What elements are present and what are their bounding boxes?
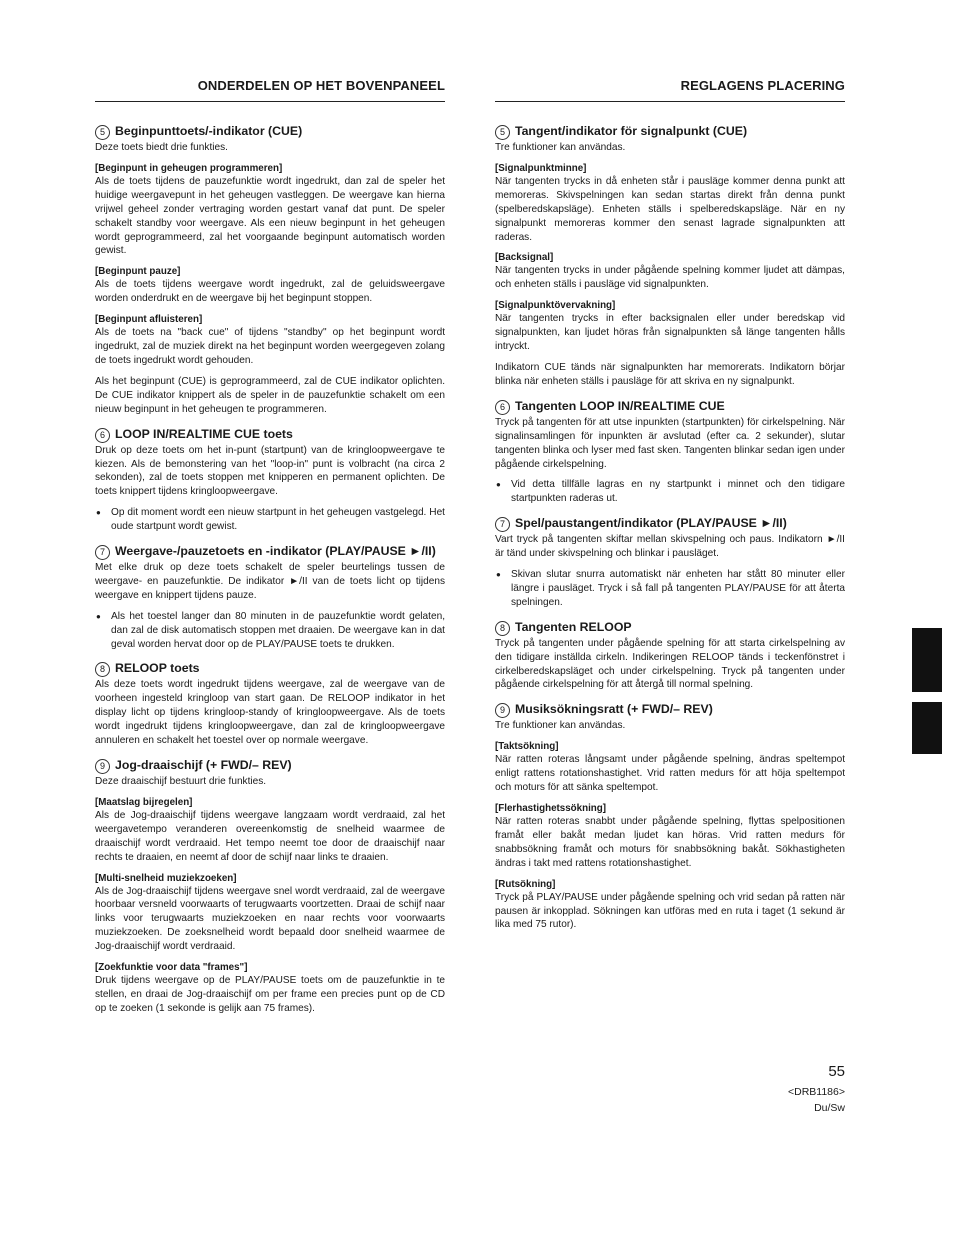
doc-code: <DRB1186> xyxy=(787,1086,845,1098)
paragraph: Tryck på PLAY/PAUSE under pågående spelning och vrid sedan på ratten när pausen är inkopplad. Sökningen kan utföras med en ruta i taget (1 sekund är lika med 75 rutor). xyxy=(495,891,845,931)
header-rule xyxy=(495,101,845,102)
bullet-item: ● Als het toestel langer dan 80 minuten in de pauzefunktie wordt gelaten, dan zal de disk automatisch stoppen met draaien. De weergave kan in dat geval worden hervat door op de PLAY/PAUSE toets te drukken. xyxy=(95,610,445,652)
bullet-item: ● Vid detta tillfälle lagras en ny startpunkt i minnet och den tidigare startpunkten raderas ut. xyxy=(495,478,845,506)
bullet-item: ● Skivan slutar snurra automatiskt när enheten har stått 80 minuter eller längre i pausläget. Tryck i så fall på tangenten PLAY/PAUSE för att återta spelningen. xyxy=(495,568,845,610)
header-rule xyxy=(95,101,445,102)
section-title-text: LOOP IN/REALTIME CUE toets xyxy=(115,426,293,441)
paragraph: Deze toets biedt drie funkties. xyxy=(95,142,228,153)
section-title-text: RELOOP toets xyxy=(115,661,200,676)
section-number: 5 xyxy=(495,125,510,140)
section-title-text: Tangenten RELOOP xyxy=(515,619,632,634)
subheading: [Beginpunt pauze] xyxy=(95,266,181,278)
subheading: [Zoekfunktie voor data "frames"] xyxy=(95,962,248,974)
section-title xyxy=(95,427,445,443)
paragraph: Tryck på tangenten under pågående spelning för att starta cirkelspelning av den tidigare inställda cirkeln. Indikeringen RELOOP tänds i teckenfönstret i cirkelberedskapsläget och under cirkelspelning. Tryck på tangenten under pågående cirkelspelning för att återgå till normal spelning. xyxy=(495,637,845,691)
paragraph: Tre funktioner kan användas. xyxy=(495,142,626,153)
paragraph: Tre funktioner kan användas. xyxy=(495,720,626,732)
paragraph: Druk tijdens weergave op de PLAY/PAUSE toets om de pauzefunktie in te stellen, en draai de Jog-draaischijf om per frame een precies punt op de CD op te zoeken (1 sekonde is gelijk aan 75 frames). xyxy=(95,975,445,1014)
section-5 xyxy=(95,124,445,417)
section-number: 8 xyxy=(95,662,110,677)
section-number: 9 xyxy=(95,759,110,774)
paragraph: Vart tryck på tangenten skiftar mellan skivspelning och paus. Indikatorn ►/II är tänd under skivspelning och blinkar i pausläget. xyxy=(495,534,845,560)
section-title-text: Tangenten LOOP IN/REALTIME CUE xyxy=(515,398,725,413)
subheading: [Beginpunt afluisteren] xyxy=(95,314,203,326)
tab-mark xyxy=(912,628,942,692)
paragraph: När tangenten trycks in efter backsignalen eller under beredskap vid signalpunkten, kan ljudet höras från signalpunkten så länge tangenten hålls intryckt. xyxy=(495,313,845,353)
section-title xyxy=(495,702,845,718)
section-number: 8 xyxy=(495,621,510,636)
paragraph: När ratten roteras snabbt under pågående spelning, flyttas spelpositionen framåt eller bakåt medan ljudet kan höras. Vrid ratten medurs för snabbsökning framåt och moturs för snabbsökning bakåt. Sökhastigheten ändras i takt med rattens rotationshastighet. xyxy=(495,816,845,869)
paragraph: Als de toets na "back cue" of tijdens "standby" op het beginpunt wordt ingedrukt, zal de muziek direkt na het beginpunt worden weergegeven zolang de toets ingedrukt wordt gehouden. xyxy=(95,327,445,366)
language-code: Du/Sw xyxy=(814,1102,845,1114)
section-number: 5 xyxy=(95,125,110,140)
section-7 xyxy=(95,544,445,651)
section-8 xyxy=(495,620,845,693)
section-title-text: Beginpunttoets/-indikator (CUE) xyxy=(115,124,303,138)
section-5 xyxy=(495,124,845,389)
section-title-text: Musiksökningsratt (+ FWD/– REV) xyxy=(515,702,713,717)
section-title xyxy=(495,516,845,532)
section-title xyxy=(495,399,845,415)
paragraph: Als het beginpunt (CUE) is geprogrammeerd, zal de CUE indikator oplichten. De CUE indikator knippert als de speler in de pauzefunktie schakelt om een nieuw beginpunt in het geheugen te programmeren. xyxy=(95,375,445,415)
section-title xyxy=(95,544,445,560)
paragraph: När tangenten trycks in under pågående spelning kommer ljudet att dämpas, och enheten ställs i pausläge vid signalpunkten. xyxy=(495,265,845,291)
subheading: [Multi-snelheid muziekzoeken] xyxy=(95,872,237,884)
section-6 xyxy=(495,399,845,506)
paragraph: Deze draaischijf bestuurt drie funkties. xyxy=(95,776,267,787)
subheading: [Maatslag bijregelen] xyxy=(95,796,193,808)
paragraph: När ratten roteras långsamt under pågående spelning, ändras speltempot enligt rattens rotationshastighet. Vrid ratten medurs för att höja speltempot och moturs för att sänka speltempot. xyxy=(495,754,845,794)
paragraph: Als de Jog-draaischijf tijdens weergave langzaam wordt verdraaid, zal het weergavetempo veranderen overeenkomstig de snelheid waarmee de draaischijf wordt verdraaid. Het tempo neemt toe door de draaischijf naar rechts te draaien, en neemt af door de schijf naar links te draaien. xyxy=(95,809,445,863)
section-number: 6 xyxy=(495,400,510,415)
subheading: [Signalpunktövervakning] xyxy=(495,300,616,312)
subheading: [Beginpunt in geheugen programmeren] xyxy=(95,162,283,174)
paragraph: Met elke druk op deze toets schakelt de speler beurtelings tussen de weergave- en pauzefunktie. De indikator ►/II van de toets licht op tijdens weergave en knippert tijdens pauze. xyxy=(95,562,445,601)
paragraph: Indikatorn CUE tänds när signalpunkten har memorerats. Indikatorn börjar blinka när enheten ställs i pausläge för att skriva en ny signalpunkt. xyxy=(495,361,845,387)
subheading: [Taktsökning] xyxy=(495,741,559,753)
section-number: 7 xyxy=(95,545,110,560)
section-7 xyxy=(495,516,845,610)
paragraph: Tryck på tangenten för att utse inpunkten (startpunkten) för cirkelspelning. När signalinsamlingen för inpunkten är avslutad (efter ca. 2 sekunder), slutar tangenten blinka och lyser med fast sken. Tangenten blinkar sedan igen under pågående cirkelspelning. xyxy=(495,416,845,470)
section-title xyxy=(495,620,845,636)
section-title-text: Spel/paustangent/indikator (PLAY/PAUSE ►/II) xyxy=(515,516,787,531)
section-title xyxy=(95,124,445,140)
section-title-text: Weergave-/pauzetoets en -indikator (PLAY/PAUSE ►/II) xyxy=(115,544,436,559)
section-9 xyxy=(95,758,445,1016)
subheading: [Flerhastighetssökning] xyxy=(495,803,607,814)
section-9 xyxy=(495,702,845,932)
paragraph: Als deze toets wordt ingedrukt tijdens weergave, zal de weergave van de voorheen ingesteld kringloop van start gaan. De RELOOP indikator in het display licht op tijdens kringloop-standy of kringloopweergave. Als de toets wordt ingedrukt tijdens kringloopweergave, dan zal de kringloopweergave annuleren en schakelt het toestel over op normale weergave. xyxy=(95,679,445,747)
section-title-text: Tangent/indikator för signalpunkt (CUE) xyxy=(515,124,748,138)
section-number: 6 xyxy=(95,428,110,443)
document-code xyxy=(788,1084,845,1116)
paragraph: Druk op deze toets om het in-punt (startpunt) van de kringloopweergave te kiezen. Als de bemonstering van het "loop-in" punt is volbracht (na circa 2 sekonden), zal de toets stoppen met knipperen en permanent oplichten. De toets knippert tijdens kringloopweergave. xyxy=(95,444,445,498)
section-title xyxy=(95,758,445,774)
tab-mark xyxy=(912,702,942,754)
section-number: 7 xyxy=(495,517,510,532)
section-title-text: Jog-draaischijf (+ FWD/– REV) xyxy=(115,758,292,772)
section-6 xyxy=(95,427,445,534)
swedish-column-header: REGLAGENS PLACERING xyxy=(680,78,845,93)
paragraph: Als de toets tijdens weergave wordt ingedrukt, zal de geluidsweergave worden onderdrukt en de weergave bij het beginpunt stoppen. xyxy=(95,279,445,305)
paragraph: Als de toets tijdens de pauzefunktie wordt ingedrukt, dan zal de speler het huidige weergavepunt in het geheugen vastleggen. De weergave kan hierna vrijwel geheel zonder vertraging worden gestart vanaf dat punt. De speler schakelt standby voor weergave. Als een nieuw beginpunt in het geheugen wordt geprogrammeerd, zal het voorgaande beginpunt automatisch worden gewist. xyxy=(95,175,445,257)
section-title xyxy=(95,661,445,677)
section-8 xyxy=(95,661,445,748)
dutch-column-body xyxy=(95,124,445,1026)
subheading: [Signalpunktminne] xyxy=(495,162,587,174)
dutch-column-header: ONDERDELEN OP HET BOVENPANEEL xyxy=(197,78,445,93)
swedish-column-body xyxy=(495,124,845,942)
section-title xyxy=(495,124,845,140)
bullet-item: ● Op dit moment wordt een nieuw startpunt in het geheugen vastgelegd. Het oude startpunt wordt gewist. xyxy=(95,506,445,534)
page-number: 55 xyxy=(828,1063,845,1080)
subheading: [Rutsökning] xyxy=(495,878,556,890)
section-number: 9 xyxy=(495,703,510,718)
subheading: [Backsignal] xyxy=(495,252,554,264)
paragraph: Als de Jog-draaischijf tijdens weergave snel wordt verdraaid, zal de weergave hoorbaar versneld voorwaarts of terugwaarts voortzetten. Draai de schijf naar links voor terugwaarts muziekzoeken en naar rechts voor voorwaarts muziekzoeken. De zoeksnelheid wordt bepaald door snelheid waarmee de Jog-draaischijf wordt verdraaid. xyxy=(95,885,445,953)
paragraph: När tangenten trycks in då enheten står i pausläge kommer denna punkt att memoreras. Skivspelningen kan sedan startas direkt från denna punkt (spelberedskapsläge). Enheten ställs i spelberedskapsläge. När en ny signalpunkt memoreras kommer den senast lagrade signalpunkten att raderas. xyxy=(495,175,845,243)
